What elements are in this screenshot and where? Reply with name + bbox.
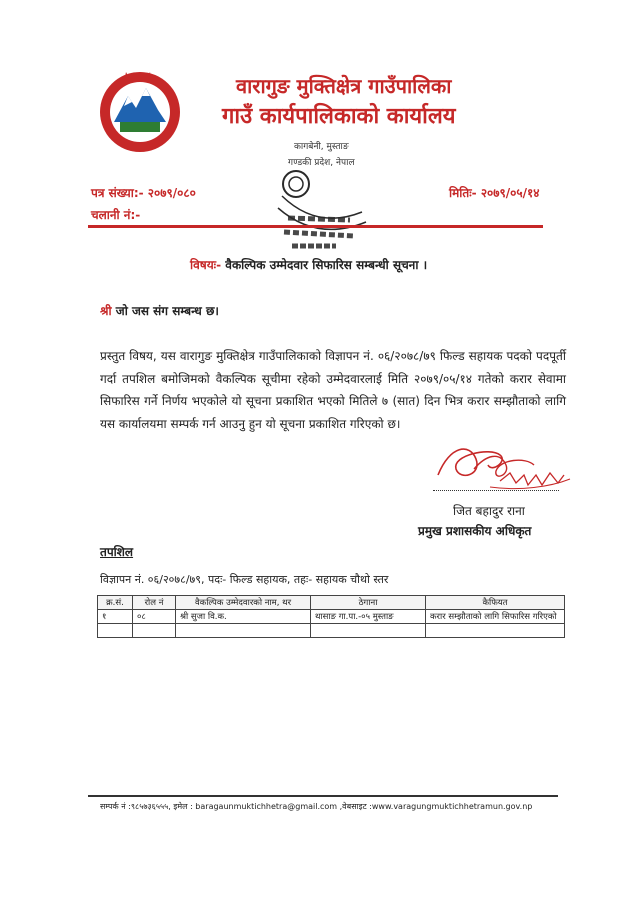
cell-address: थासाङ गा.पा.-०५ मुस्ताङ bbox=[311, 610, 426, 624]
subject-label: विषयः- bbox=[190, 258, 222, 272]
nepal-emblem-logo bbox=[96, 66, 184, 154]
cell-serial bbox=[98, 624, 133, 638]
letter-date: मितिः- २०७९/०५/१४ bbox=[449, 186, 540, 200]
subject-line bbox=[190, 256, 427, 273]
address-line-1: कागबेनी, मुस्ताङ bbox=[294, 142, 349, 152]
salutation-prefix: श्री bbox=[100, 304, 112, 318]
candidate-table bbox=[97, 595, 565, 638]
cell-serial: १ bbox=[98, 610, 133, 624]
table-row bbox=[98, 624, 565, 638]
signer-name: जित बहादुर राना bbox=[453, 504, 525, 518]
footer-contact: सम्पर्क नं :९८५७३६५५५, इमेल : baragaunmuktichhetra@gmail.com ,वेबसाइट :www.varagungmuktichhetramun.gov.np bbox=[100, 802, 533, 811]
col-name: वैकल्पिक उम्मेदवारको नाम, थर bbox=[176, 596, 311, 610]
cell-roll: ०८ bbox=[133, 610, 176, 624]
subject-text: वैकल्पिक उम्मेदवार सिफारिस सम्बन्धी सूचना । bbox=[225, 258, 428, 272]
salutation bbox=[100, 302, 219, 319]
office-stamp bbox=[262, 160, 372, 255]
address-line-2: गण्डकी प्रदेश, नेपाल bbox=[288, 158, 355, 168]
signature-line bbox=[433, 490, 559, 491]
cell-name: श्री सुजा वि.क. bbox=[176, 610, 311, 624]
signer-designation: प्रमुख प्रशासकीय अधिकृत bbox=[418, 524, 532, 538]
cell-address bbox=[311, 624, 426, 638]
office-name: गाउँ कार्यपालिकाको कार्यालय bbox=[222, 104, 456, 129]
body-paragraph: प्रस्तुत विषय, यस वारागुङ मुक्तिक्षेत्र गाउँपालिकाको विज्ञापन नं. ०६/२०७८/७९ फिल्ड सहायक पदको पदपूर्ती गर्दा तपशिल बमोजिमको वैकल्पिक सूचीमा रहेको उम्मेदवारलाई मिति २०७९/०५/१४ गतेको करार सेवामा सिफारिस गर्ने निर्णय भएकोले यो सूचना प्रकाशित भएको मितिले ७ (सात) दिन भित्र करार सम्झौताको लागि यस कार्यालयमा सम्पर्क गर्न आउनु हुन यो सूचना प्रकाशित गरिएको छ। bbox=[100, 349, 566, 431]
cell-roll bbox=[133, 624, 176, 638]
cell-remarks bbox=[426, 624, 565, 638]
details-heading: तपशिल bbox=[100, 545, 134, 559]
table-header-row bbox=[98, 596, 565, 610]
table-row bbox=[98, 610, 565, 624]
org-name: वारागुङ मुक्तिक्षेत्र गाउँपालिका bbox=[236, 74, 452, 98]
footer-divider bbox=[88, 795, 558, 797]
header-divider bbox=[88, 225, 543, 228]
col-roll: रोल नं bbox=[133, 596, 176, 610]
advertisement-line: विज्ञापन नं. ०६/२०७८/७९, पदः- फिल्ड सहायक, तहः- सहायक चौथो स्तर bbox=[100, 573, 389, 586]
ref-number: पत्र संख्या:- २०७९/०८० bbox=[91, 186, 196, 200]
col-address: ठेगाना bbox=[311, 596, 426, 610]
col-serial: क्र.सं. bbox=[98, 596, 133, 610]
cell-name bbox=[176, 624, 311, 638]
col-remarks: कैफियत bbox=[426, 596, 565, 610]
cell-remarks: करार सम्झौताको लागि सिफारिस गरिएको bbox=[426, 610, 565, 624]
salutation-text: जो जस संग सम्बन्ध छ। bbox=[115, 304, 219, 318]
dispatch-number: चलानी नं:- bbox=[91, 208, 141, 222]
signature bbox=[430, 425, 580, 505]
